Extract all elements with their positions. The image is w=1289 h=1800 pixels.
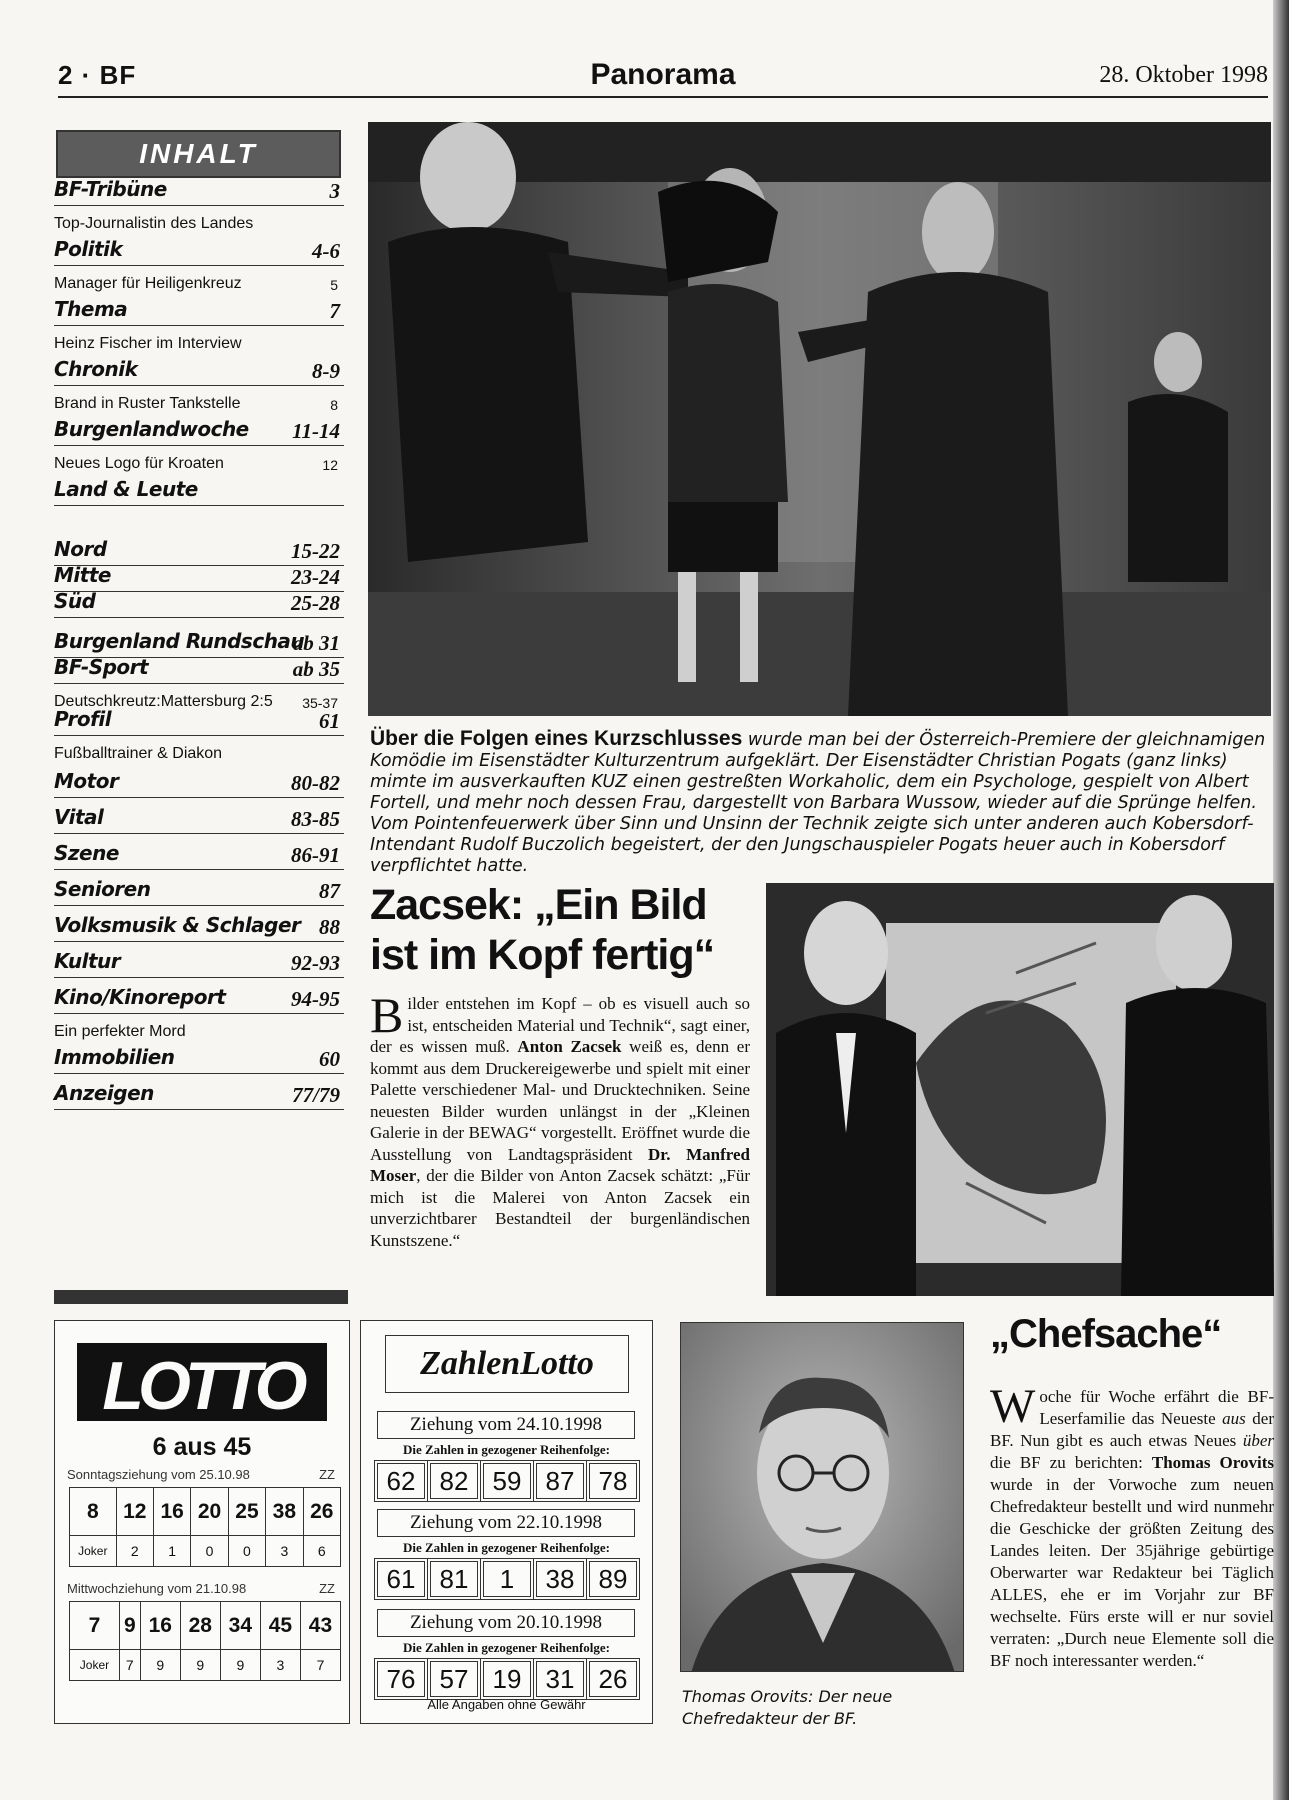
portrait-caption: Thomas Orovits: Der neue Chefredakteur der BF. [682, 1687, 893, 1728]
zahlenlotto-number-row [377, 1463, 639, 1499]
toc-page: 60 [319, 1047, 340, 1071]
toc-page: 3 [329, 179, 340, 203]
joker-digit: 7 [300, 1650, 340, 1681]
issue-date: 28. Oktober 1998 [1099, 62, 1268, 88]
toc-title: Immobilien [54, 1045, 175, 1069]
toc-rule [54, 505, 344, 506]
toc-heading: INHALT [56, 130, 341, 178]
lotto-number: 8 [70, 1488, 117, 1536]
lotto-number: 12 [116, 1488, 153, 1536]
toc-rule [54, 1073, 344, 1074]
toc-title: Senioren [54, 877, 151, 901]
chefsache-headline: „Chefsache“ [990, 1312, 1222, 1356]
joker-digit: 0 [228, 1536, 265, 1567]
toc-title: Politik [54, 237, 123, 261]
toc-page: ab 35 [292, 657, 340, 681]
toc-subtitle: Fußballtrainer & Diakon [54, 745, 223, 762]
toc-subtitle: Deutschkreutz:Mattersburg 2:5 35-37 [54, 693, 338, 711]
zahlenlotto-number: 89 [589, 1561, 637, 1597]
lotto-number: 34 [220, 1602, 260, 1650]
toc-rule [54, 735, 344, 736]
toc-page: 23-24 [291, 565, 340, 589]
toc-page: 87 [319, 879, 340, 903]
lotto-number: 38 [266, 1488, 303, 1536]
zahlenlotto-results-box [360, 1320, 653, 1724]
joker-digit: 9 [180, 1650, 220, 1681]
photo-caption [370, 728, 1270, 877]
toc-rule [54, 385, 344, 386]
toc-title: Anzeigen [54, 1081, 154, 1105]
toc-rule [54, 1109, 344, 1110]
toc-rule [54, 205, 344, 206]
toc-page: 4-6 [312, 239, 340, 263]
toc-rule [54, 869, 344, 870]
toc-title: Motor [54, 769, 119, 793]
gallery-photo [766, 883, 1274, 1296]
joker-label: Joker [70, 1650, 120, 1681]
toc-title: Land & Leute [54, 477, 198, 501]
zahlenlotto-number: 82 [430, 1463, 478, 1499]
toc-subtitle: Top-Journalistin des Landes [54, 215, 254, 232]
zahlenlotto-note: Die Zahlen in gezogener Reihenfolge: [402, 1442, 610, 1457]
toc-subtitle-page: 35-37 [302, 695, 338, 711]
zahlenlotto-number: 76 [377, 1661, 425, 1697]
zahlenlotto-number: 61 [377, 1561, 425, 1597]
zacsek-article-body: Bilder entstehen im Kopf – ob es visuell auch so ist, entscheiden Material und Technik“, sagt einer, der es wissen muß. Anton Zacsek weiß es, denn er kommt aus dem Druckereigewerbe und spielt mit einer Palette verschiedener Mal- und Drucktechniken. Seine neuesten Bilder wurden unlängst in der „Kleinen Galerie in der BEWAG“ vorgestellt. Eröffnet wurde die Ausstellung von Landtagspräsident Dr. Manfred Moser, der die Bilder von Anton Zacsek schätzt: „Für mich ist die Malerei von Anton Zacsek ein unverzichtbarer Bestandteil der burgenländischen Kunstszene.“ [370, 987, 750, 1250]
lotto-number: 45 [260, 1602, 300, 1650]
joker-digit: 6 [303, 1536, 340, 1567]
theatre-photo [368, 122, 1271, 716]
zahlenlotto-draw-date: Ziehung vom 22.10.1998 [377, 1509, 635, 1537]
caption-lead: Über die Folgen eines Kurzschlusses [370, 727, 743, 750]
toc-rule [54, 325, 344, 326]
toc-title: Burgenland Rundschau [54, 629, 305, 653]
lotto-number: 28 [180, 1602, 220, 1650]
toc-subtitle: Neues Logo für Kroaten 12 [54, 455, 338, 473]
toc-page: ab 31 [292, 631, 340, 655]
lotto-draw-label: Sonntagsziehung vom 25.10.98 ZZ [67, 1467, 335, 1482]
joker-digit: 2 [116, 1536, 153, 1567]
toc-subtitle-page: 8 [330, 397, 338, 413]
joker-digit: 3 [260, 1650, 300, 1681]
zahlenlotto-number: 26 [589, 1661, 637, 1697]
joker-digit: 7 [119, 1650, 140, 1681]
toc-subtitle-page: 5 [330, 277, 338, 293]
lotto-subtitle: 6 aus 45 [152, 1433, 252, 1461]
toc-rule [54, 265, 344, 266]
joker-digit: 1 [153, 1536, 190, 1567]
toc-rule [54, 797, 344, 798]
toc-page: 94-95 [291, 987, 340, 1011]
lotto-number-grid [69, 1487, 341, 1567]
toc-title: Nord [54, 537, 107, 561]
toc-page: 80-82 [291, 771, 340, 795]
zahlenlotto-number-row [377, 1661, 639, 1697]
joker-digit: 3 [266, 1536, 303, 1567]
portrait-photo-image [681, 1323, 964, 1672]
page-edge-shadow [1273, 0, 1289, 1800]
zahlenlotto-number: 87 [536, 1463, 584, 1499]
toc-title: BF-Tribüne [54, 177, 167, 201]
toc-subtitle: Manager für Heiligenkreuz 5 [54, 275, 338, 293]
toc-rule [54, 445, 344, 446]
zahlenlotto-number: 19 [483, 1661, 531, 1697]
portrait-photo [680, 1322, 964, 1672]
zahlenlotto-note: Die Zahlen in gezogener Reihenfolge: [402, 1540, 610, 1555]
gallery-photo-image [766, 883, 1274, 1296]
caption-text: wurde man bei der Österreich-Premiere der gleichnamigen Komödie im Eisenstädter Kulturzentrum aufgeklärt. Der Eisenstädter Christian Pogats (ganz links) mimte im ausverkauften KUZ einen gestreßten Workaholic, dem ein Psychologe, gespielt von Albert Fortell, und mehr noch dessen Frau, dargestellt von Barbara Wussow, wieder auf die Sprünge helfen. Vom Pointenfeuerwerk über Sinn und Unsinn der Technik zeigte sich unter anderen auch Kobersdorf-Intendant Rudolf Buczolich begeistert, der den Jungschauspieler Pogats heuer auch in Kobersdorf verpflichtet hatte. [370, 730, 1266, 876]
zahlenlotto-draw-date: Ziehung vom 20.10.1998 [377, 1609, 635, 1637]
joker-digit: 9 [140, 1650, 180, 1681]
page-header [58, 58, 1268, 98]
lotto-number: 16 [153, 1488, 190, 1536]
lotto-logo-text: LOTTO [102, 1348, 302, 1424]
toc-title: Thema [54, 297, 128, 321]
page-number: 2 · BF [58, 60, 137, 90]
toc-rule [54, 1013, 344, 1014]
joker-digit: 0 [191, 1536, 228, 1567]
drop-cap: B [370, 987, 404, 1043]
toc-page: 61 [319, 709, 340, 733]
zahlenlotto-number-row [377, 1561, 639, 1597]
zahlenlotto-note: Die Zahlen in gezogener Reihenfolge: [402, 1640, 610, 1655]
toc-title: Kultur [54, 949, 121, 973]
toc-rule [54, 941, 344, 942]
zahlenlotto-number: 78 [589, 1463, 637, 1499]
zahlenlotto-number: 59 [483, 1463, 531, 1499]
toc-title: Profil [54, 707, 112, 731]
toc-page: 15-22 [291, 539, 340, 563]
theatre-photo-image [368, 122, 1271, 716]
toc-rule [54, 683, 344, 684]
joker-label: Joker [70, 1536, 117, 1567]
toc-title: Szene [54, 841, 119, 865]
toc-rule [54, 977, 344, 978]
zahlenlotto-draw-date: Ziehung vom 24.10.1998 [377, 1411, 635, 1439]
lotto-logo-graphic [71, 1333, 333, 1429]
toc-title: Burgenlandwoche [54, 417, 249, 441]
toc-page: 88 [319, 915, 340, 939]
toc-title: Vital [54, 805, 104, 829]
toc-subtitle-page: 12 [322, 457, 338, 473]
zacsek-headline: Zacsek: „Ein Bild ist im Kopf fertig“ [370, 881, 715, 979]
zahlenlotto-number: 81 [430, 1561, 478, 1597]
chefsache-article-body: Woche für Woche erfährt die BF-Leserfamilie das Neueste aus der BF. Nun gibt es auch etwas Neues über die BF zu berichten: Thomas Orovits wurde in der Vorwoche zum neuen Chefredakteur bestellt und wird nunmehr die Geschicke der größten Zeitung des Landes leiten. Der 35jährige gebürtige Oberwarter war Redakteur bei Täglich ALLES, ehe er im Vorjahr zur BF wechselte. Fürs erste will er nur soviel verraten: „Durch neue Elemente soll die BF noch interessanter werden.“ [990, 1380, 1274, 1670]
lotto-number: 25 [228, 1488, 265, 1536]
toc-page: 83-85 [291, 807, 340, 831]
zahlenlotto-number: 57 [430, 1661, 478, 1697]
lotto-number: 16 [140, 1602, 180, 1650]
toc-rule [54, 833, 344, 834]
disclaimer: Alle Angaben ohne Gewähr [427, 1697, 586, 1712]
lotto-draw-label: Mittwochziehung vom 21.10.98 ZZ [67, 1581, 335, 1596]
toc-page: 92-93 [291, 951, 340, 975]
zahlenlotto-number: 31 [536, 1661, 584, 1697]
lotto-number: 26 [303, 1488, 340, 1536]
toc-rule [54, 617, 344, 618]
lotto-logo [71, 1333, 333, 1429]
toc-page: 77/79 [292, 1083, 340, 1107]
lotto-number-grid [69, 1601, 341, 1681]
toc-page: 11-14 [292, 419, 340, 443]
toc-title: Volksmusik & Schlager [54, 913, 301, 937]
toc-title: Süd [54, 589, 96, 613]
lotto-number: 43 [300, 1602, 340, 1650]
section-title: Panorama [590, 58, 736, 91]
toc-subtitle: Heinz Fischer im Interview [54, 335, 242, 352]
toc-title: Kino/Kinoreport [54, 985, 226, 1009]
zahlenlotto-number: 38 [536, 1561, 584, 1597]
lotto-number: 9 [119, 1602, 140, 1650]
lotto-results-box [54, 1320, 350, 1724]
toc-page: 8-9 [312, 359, 340, 383]
zahlenlotto-logo: ZahlenLotto [385, 1335, 629, 1393]
lotto-number: 7 [70, 1602, 120, 1650]
toc-page: 7 [329, 299, 340, 323]
joker-digit: 9 [220, 1650, 260, 1681]
toc-title: Mitte [54, 563, 111, 587]
toc-title: Chronik [54, 357, 138, 381]
toc-subtitle: Brand in Ruster Tankstelle 8 [54, 395, 338, 413]
toc-rule [54, 905, 344, 906]
lotto-number: 20 [191, 1488, 228, 1536]
toc-page: 86-91 [291, 843, 340, 867]
zahlenlotto-number: 62 [377, 1463, 425, 1499]
toc-end-bar [54, 1290, 348, 1304]
zahlenlotto-number: 1 [483, 1561, 531, 1597]
drop-cap: W [990, 1380, 1036, 1433]
toc-page: 25-28 [291, 591, 340, 615]
toc-title: BF-Sport [54, 655, 149, 679]
toc-subtitle: Ein perfekter Mord [54, 1023, 186, 1040]
